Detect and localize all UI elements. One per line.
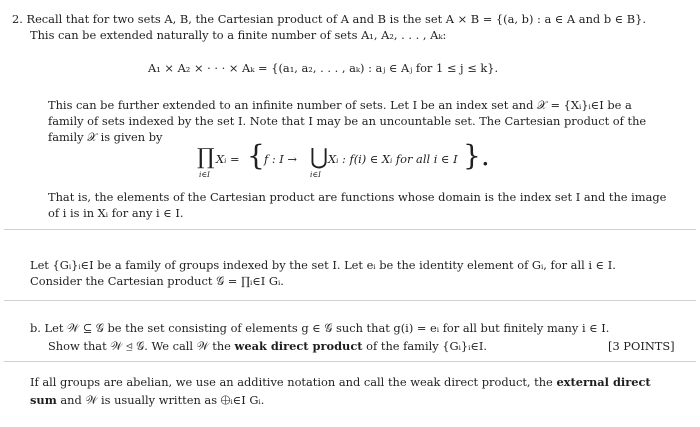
union-symbol: ⋃ <box>310 145 329 170</box>
function-condition: Xᵢ : f(i) ∈ Xᵢ for all i ∈ I <box>328 152 458 166</box>
groups-line-1: Let {Gᵢ}ᵢ∈I be a family of groups indexed by the set I. Let eᵢ be the identity element of Gᵢ, for all i ∈ I. <box>30 258 616 272</box>
union-subscript: i∈I <box>310 170 321 179</box>
q2-para2-line-3: family 𝒳 is given by <box>48 130 163 144</box>
divider-1 <box>4 229 696 230</box>
final-line-2 <box>30 394 264 407</box>
product-factor: Xᵢ = <box>216 152 240 166</box>
external-direct-term: external direct <box>556 375 651 389</box>
product-symbol: ∏ <box>197 145 215 170</box>
left-brace: { <box>247 139 265 172</box>
partb-line-2-end: of the family {Gᵢ}ᵢ∈I. <box>366 339 488 353</box>
final-line-1 <box>30 376 651 389</box>
product-subscript: i∈I <box>199 170 210 179</box>
partb-line-2-start: Show that 𝒲 ⊴ 𝒢. We call 𝒲 the <box>48 339 231 353</box>
divider-3 <box>4 361 696 362</box>
finite-product-equation: A₁ × A₂ × · · · × Aₖ = {(a₁, a₂, . . . , aₖ) : aⱼ ∈ Aⱼ for 1 ≤ j ≤ k}. <box>148 61 499 75</box>
right-brace: }. <box>463 139 490 172</box>
q2-line-2: This can be extended naturally to a finite number of sets A₁, A₂, . . . , Aₖ: <box>30 28 447 42</box>
partb-line-2 <box>48 340 487 353</box>
sum-term: sum <box>30 393 57 407</box>
q2-para2-line-2: family of sets indexed by the set I. Note that I may be an uncountable set. The Cartesian product of the <box>48 114 647 128</box>
weak-direct-product-term: weak direct product <box>234 339 363 353</box>
partb-line-1: b. Let 𝒲 ⊆ 𝒢 be the set consisting of elements g ∈ 𝒢 such that g(i) = eᵢ for all but finitely many i ∈ I. <box>30 321 610 335</box>
groups-line-2: Consider the Cartesian product 𝒢 = ∏ᵢ∈I Gᵢ. <box>30 274 284 288</box>
final-line-1-start: If all groups are abelian, we use an additive notation and call the weak direct product, the <box>30 375 553 389</box>
points-label: [3 POINTS] <box>608 339 675 353</box>
q2-para3-line-1: That is, the elements of the Cartesian product are functions whose domain is the index set I and the image <box>48 190 667 204</box>
q2-line-1: 2. Recall that for two sets A, B, the Cartesian product of A and B is the set A × B = {(a, b) : a ∈ A and b ∈ B}. <box>12 12 647 26</box>
q2-para3-line-2: of i is in Xᵢ for any i ∈ I. <box>48 206 184 220</box>
final-line-2-end: and 𝒲 is usually written as ⨁ᵢ∈I Gᵢ. <box>60 393 265 407</box>
q2-para2-line-1: This can be further extended to an infinite number of sets. Let I be an index set and 𝒳 = {Xᵢ}ᵢ∈I be a <box>48 98 632 112</box>
function-mapping: f : I → <box>264 152 297 166</box>
divider-2 <box>4 300 696 301</box>
